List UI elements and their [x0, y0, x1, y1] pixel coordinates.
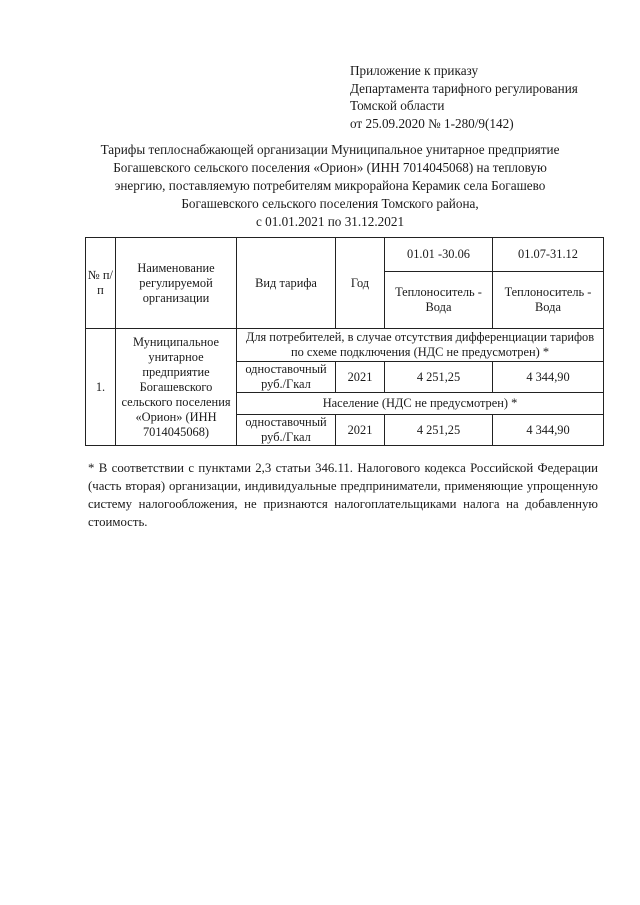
- appendix-line: от 25.09.2020 № 1-280/9(142): [350, 115, 514, 131]
- row-org: Муниципальное унитарное предприятие Богашевского сельского поселения «Орион» (ИНН 7014045068): [116, 329, 237, 446]
- title-line: Богашевского сельского поселения «Орион» (ИНН 7014045068) на тепловую: [113, 160, 547, 175]
- appendix-line: Томской области: [350, 98, 445, 113]
- tariff-table: [85, 237, 604, 446]
- appendix-line: Приложение к приказу: [350, 63, 479, 78]
- tariff-type-cell: одноставочный руб./Гкал: [237, 362, 336, 393]
- document-title: [60, 141, 600, 231]
- title-line: Богашевского сельского поселения Томского района,: [181, 196, 479, 211]
- appendix-line: Департамента тарифного регулирования: [350, 80, 578, 96]
- title-line: энергию, поставляемую потребителям микрорайона Керамик села Богашево: [114, 178, 546, 193]
- footnote: * В соответствии с пунктами 2,3 статьи 346.11. Налогового кодекса Российской Федерации (часть вторая) организации, индивидуальные предприниматели, применяющие упрощенную систему налогообложения, не признаются налогоплательщиками налога на добавленную стоимость.: [88, 461, 598, 529]
- header-carrier-2: Теплоноситель - Вода: [493, 272, 604, 329]
- header-org: Наименование регулируемой организации: [116, 238, 237, 329]
- appendix-block: [350, 62, 578, 132]
- group-label: Для потребителей, в случае отсутствия дифференциации тарифов по схеме подключения (НДС не предусмотрен) *: [237, 329, 604, 362]
- header-period-1: 01.01 -30.06: [385, 238, 493, 272]
- value-cell-period-2: 4 344,90: [493, 362, 604, 393]
- title-line: с 01.01.2021 по 31.12.2021: [255, 214, 405, 229]
- header-period-2: 01.07-31.12: [493, 238, 604, 272]
- year-cell: 2021: [336, 362, 385, 393]
- table-header-row: [86, 238, 604, 272]
- tariff-type-cell: одноставочный руб./Гкал: [237, 415, 336, 446]
- value-cell-period-1: 4 251,25: [385, 362, 493, 393]
- year-cell: 2021: [336, 415, 385, 446]
- header-tariff-type: Вид тарифа: [237, 238, 336, 329]
- row-num: 1.: [86, 329, 116, 446]
- title-line: Тарифы теплоснабжающей организации Муниципальное унитарное предприятие: [100, 142, 560, 157]
- value-cell-period-2: 4 344,90: [493, 415, 604, 446]
- group-label: Население (НДС не предусмотрен) *: [237, 393, 604, 415]
- header-num: № п/п: [86, 238, 116, 329]
- header-carrier-1: Теплоноситель - Вода: [385, 272, 493, 329]
- value-cell-period-1: 4 251,25: [385, 415, 493, 446]
- table-row: [86, 329, 604, 362]
- header-year: Год: [336, 238, 385, 329]
